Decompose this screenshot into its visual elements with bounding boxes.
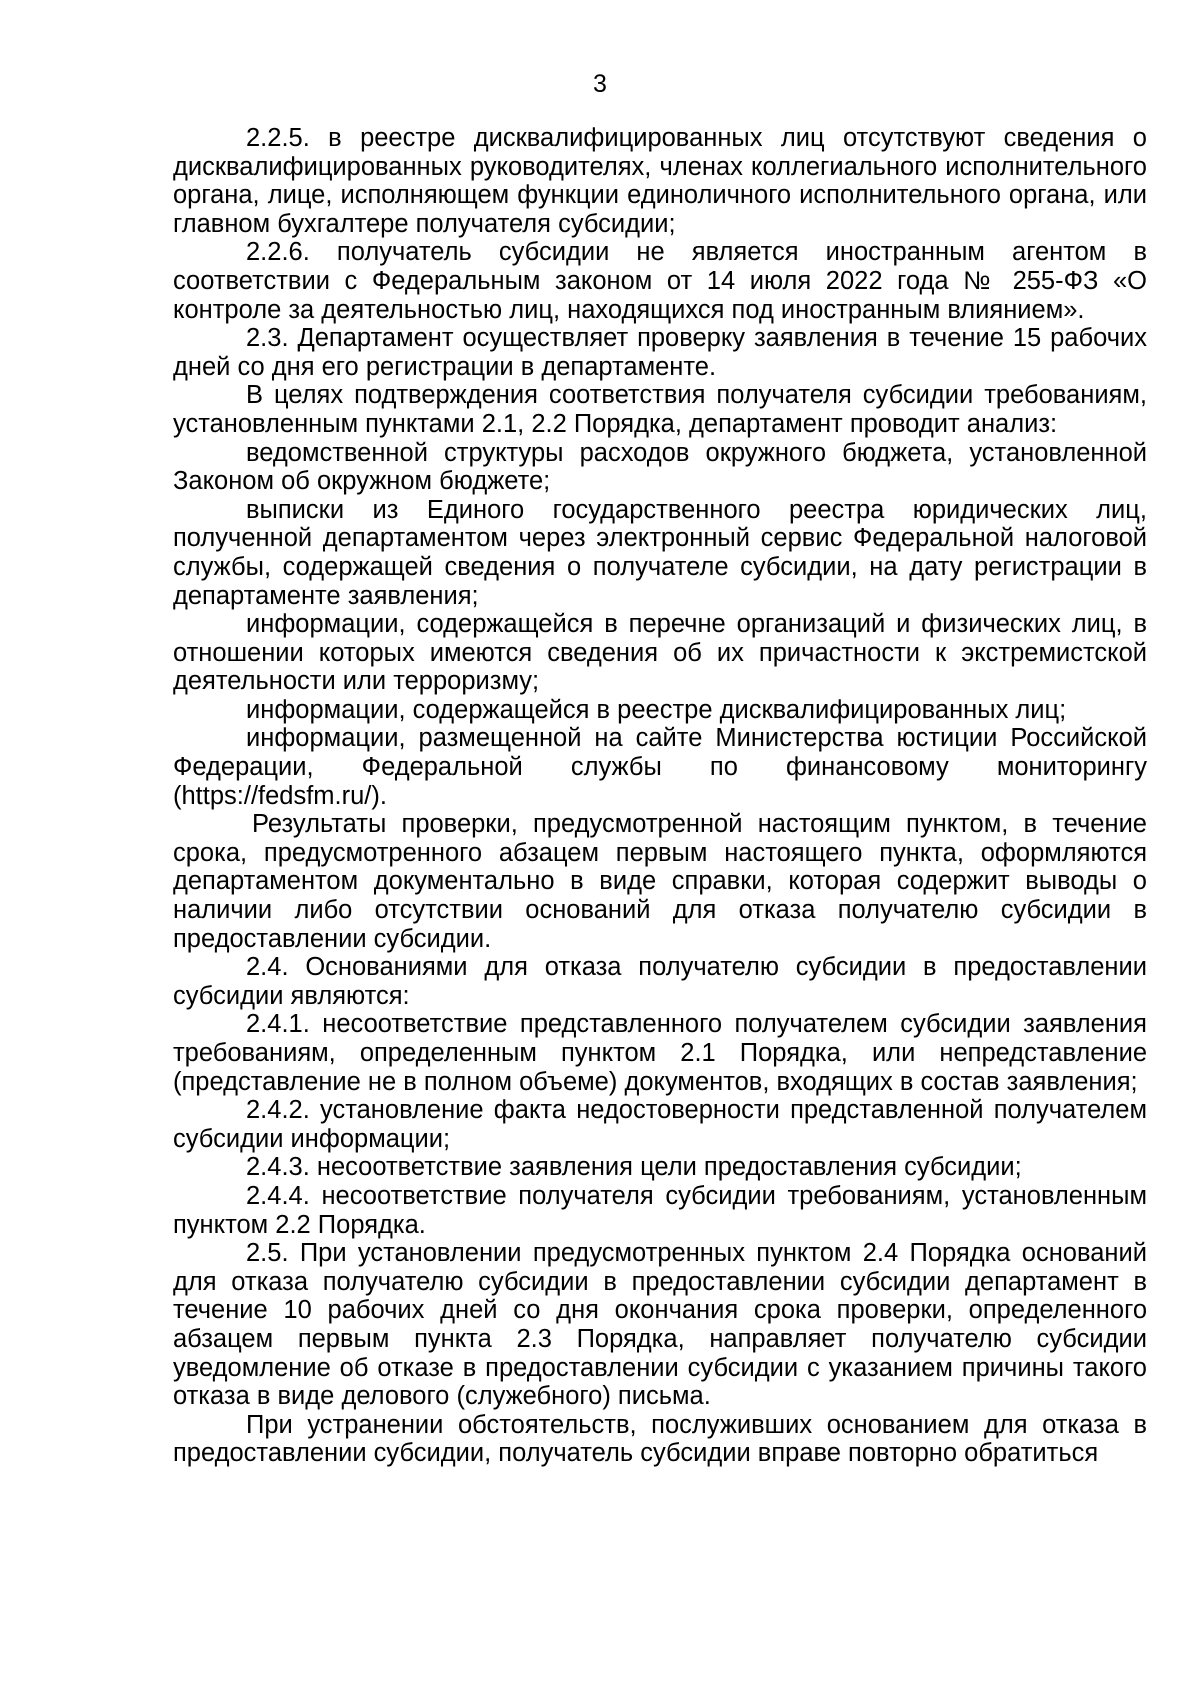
paragraph-analysis-egrul: выписки из Единого государственного реестра юридических лиц, полученной департаментом через электронный сервис Федеральной налоговой службы, содержащей сведения о получателе субсидии, на дату регистрации в департаменте заявления; xyxy=(173,495,1147,610)
paragraph-check-results: Результаты проверки, предусмотренной настоящим пунктом, в течение срока, предусмотренного абзацем первым настоящего пункта, оформляются департаментом документально в виде справки, которая содержит выводы о наличии либо отсутствии оснований для отказа получателю субсидии в предоставлении субсидии. xyxy=(173,810,1147,953)
paragraph-2-4-3: 2.4.3. несоответствие заявления цели предоставления субсидии; xyxy=(246,1153,1022,1182)
paragraph-2-5: 2.5. При установлении предусмотренных пунктом 2.4 Порядка оснований для отказа получателю субсидии в предоставлении субсидии департамент в течение 10 рабочих дней со дня окончания срока проверки, определенного абзацем первым пункта 2.3 Порядка, направляет получателю субсидии уведомление об отказе в предоставлении субсидии с указанием причины такого отказа в виде делового (служебного) письма. xyxy=(173,1239,1147,1411)
paragraph-analysis-intro: В целях подтверждения соответствия получателя субсидии требованиям, установленным пунктами 2.1, 2.2 Порядка, департамент проводит анализ: xyxy=(173,381,1147,438)
paragraph-2-4: 2.4. Основаниями для отказа получателю субсидии в предоставлении субсидии являются: xyxy=(173,953,1147,1010)
page-number: 3 xyxy=(593,70,607,98)
paragraph-analysis-budget: ведомственной структуры расходов окружного бюджета, установленной Законом об окружном бюджете; xyxy=(173,438,1147,496)
paragraph-2-4-1: 2.4.1. несоответствие представленного получателем субсидии заявления требованиям, определенным пунктом 2.1 Порядка, или непредставление (представление не в полном объеме) документов, входящих в состав заявления; xyxy=(173,1010,1147,1096)
paragraph-analysis-extremism: информации, содержащейся в перечне организаций и физических лиц, в отношении которых имеются сведения об их причастности к экстремистской деятельности или терроризму; xyxy=(173,610,1147,696)
paragraph-2-4-2: 2.4.2. установление факта недостоверности представленной получателем субсидии информации; xyxy=(173,1096,1147,1153)
paragraph-repeat-application: При устранении обстоятельств, послуживших основанием для отказа в предоставлении субсидии, получатель субсидии вправе повторно обратиться xyxy=(173,1410,1147,1468)
paragraph-2-2-5: 2.2.5. в реестре дисквалифицированных лиц отсутствуют сведения о дисквалифицированных руководителях, членах коллегиального исполнительного органа, лице, исполняющем функции единоличного исполнительного органа, или главном бухгалтере получателя субсидии; xyxy=(173,124,1147,238)
paragraph-analysis-ministry: информации, размещенной на сайте Министерства юстиции Российской Федерации, Федеральной службы по финансовому мониторингу (https://fedsfm.ru/). xyxy=(173,724,1147,810)
paragraph-2-2-6: 2.2.6. получатель субсидии не является иностранным агентом в соответствии с Федеральным законом от 14 июля 2022 года № 255-ФЗ «О контроле за деятельностью лиц, находящихся под иностранным влиянием». xyxy=(173,238,1147,324)
document-body xyxy=(173,124,1147,1468)
paragraph-analysis-disqualified: информации, содержащейся в реестре дисквалифицированных лиц; xyxy=(246,695,1067,724)
paragraph-2-3: 2.3. Департамент осуществляет проверку заявления в течение 15 рабочих дней со дня его регистрации в департаменте. xyxy=(173,324,1147,381)
paragraph-2-4-4: 2.4.4. несоответствие получателя субсидии требованиям, установленным пунктом 2.2 Порядка. xyxy=(173,1181,1147,1239)
